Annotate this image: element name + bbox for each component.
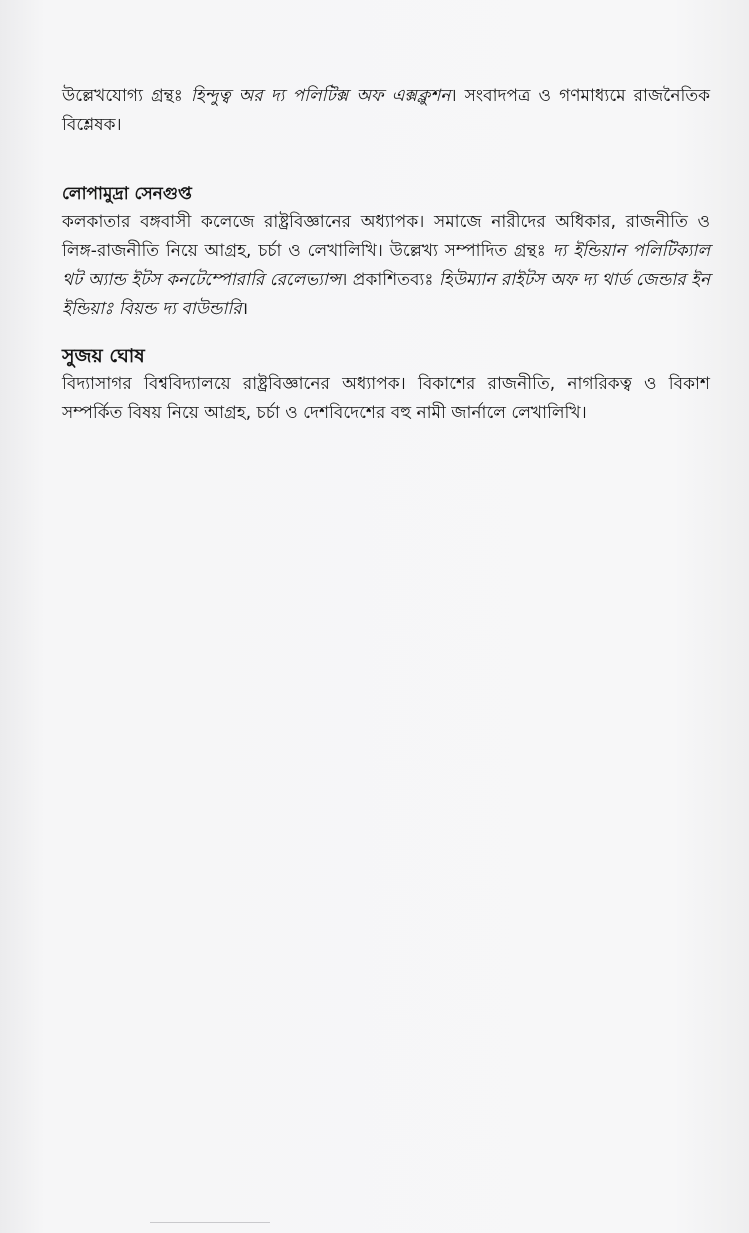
entry-continuation: [62, 82, 710, 140]
bio-text: । প্রকাশিতব্যঃ: [341, 270, 439, 290]
contributor-name: সুজয় ঘোষ: [62, 345, 145, 367]
page-edge-mark: [150, 1222, 270, 1229]
contributor-bio: বিদ্যাসাগর বিশ্ববিদ্যালয়ে রাষ্ট্রবিজ্ঞানের অধ্যাপক। বিকাশের রাজনীতি, নাগরিকত্ব ও বিকাশ সম্পর্কিত বিষয় নিয়ে আগ্রহ, চর্চা ও দেশবিদেশের বহু নামী জার্নালে লেখালিখি।: [62, 374, 710, 423]
bio-text: ।: [241, 299, 249, 319]
book-title: দ্য ইন্ডিয়ান পলিটিক্যাল থট অ্যান্ড ইটস কনটেম্পোরারি রেলেভ্যান্স: [62, 241, 710, 290]
contributor-name: লোপামুদ্রা সেনগুপ্ত: [62, 184, 192, 204]
bio-text: কলকাতার বঙ্গবাসী কলেজে রাষ্ট্রবিজ্ঞানের অধ্যাপক। সমাজে নারীদের অধিকার, রাজনীতি ও লিঙ্গ-রাজনীতি নিয়ে আগ্রহ, চর্চা ও লেখালিখি। উল্লেখ্য সম্পাদিত গ্রন্থঃ: [62, 212, 710, 261]
book-title: হিন্দুত্ব অর দ্য পলিটিক্স অফ এক্সক্লুশন: [190, 86, 451, 106]
book-title: হিউম্যান রাইটস অফ দ্য থার্ড জেন্ডার ইন ইন্ডিয়াঃ বিয়ন্ড দ্য বাউন্ডারি: [62, 270, 710, 319]
entry-text: উল্লেখযোগ্য গ্রন্থঃ: [62, 86, 191, 106]
entry-text: । সংবাদপত্র ও গণমাধ্যমে রাজনৈতিক বিশ্লেষক।: [62, 86, 710, 135]
contributor-bio: [62, 208, 710, 324]
contributors-text: [62, 82, 710, 428]
